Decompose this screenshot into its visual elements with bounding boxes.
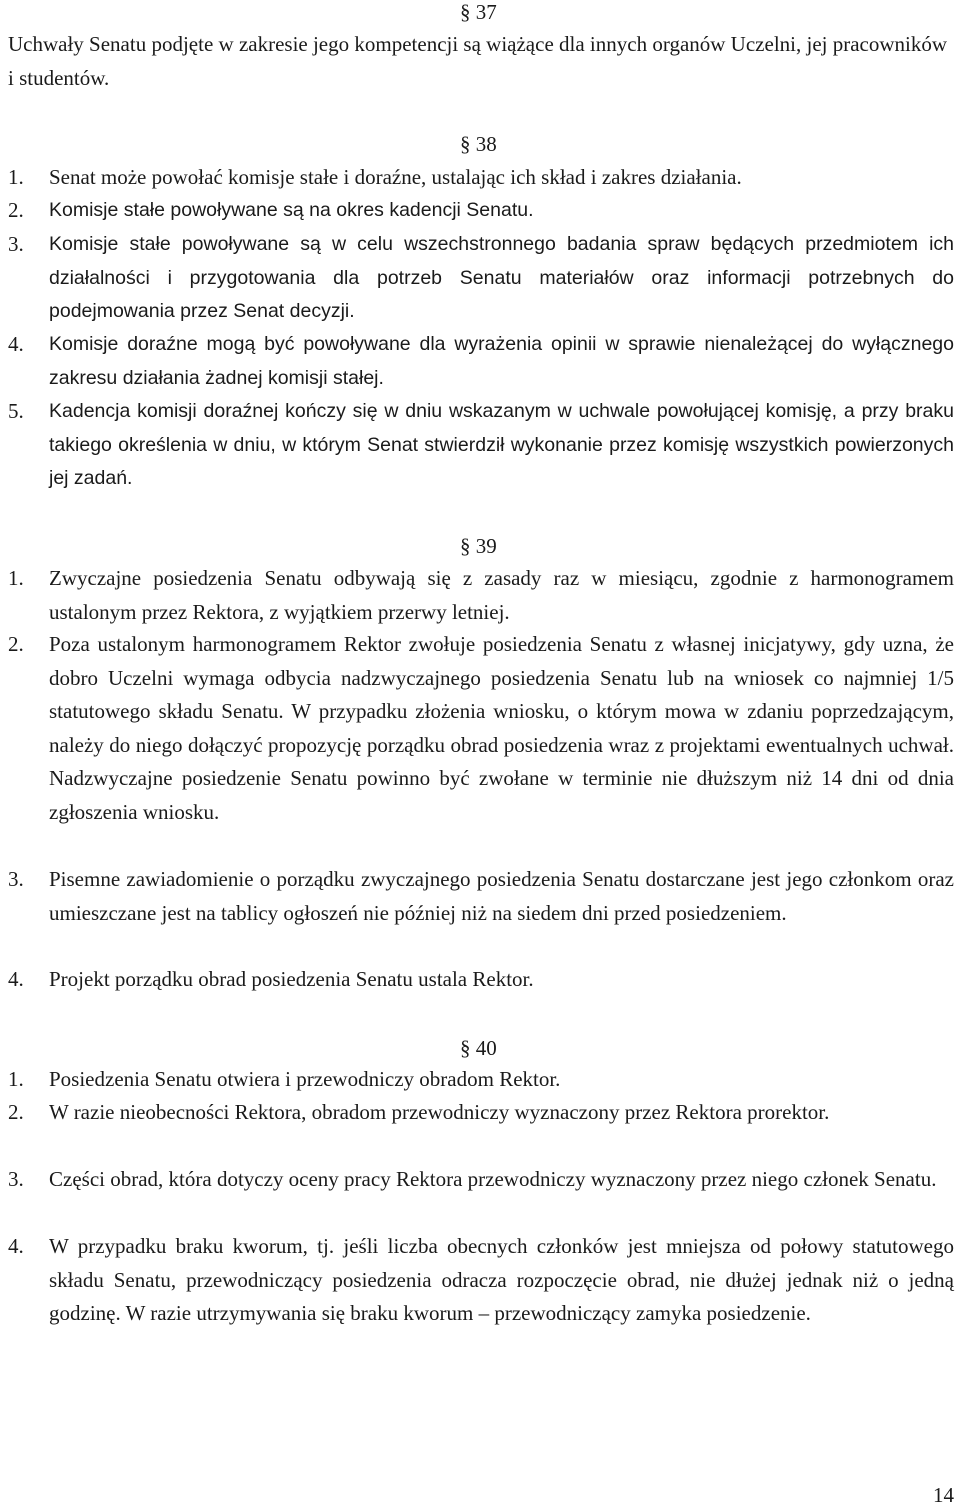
list-item bbox=[8, 863, 954, 930]
item-text: Komisje doraźne mogą być powoływane dla wyrażenia opinii w sprawie nienależącej do wyłącznego zakresu działania żadnej komisji stałej. bbox=[49, 333, 954, 389]
item-text: W przypadku braku kworum, tj. jeśli liczba obecnych członków jest mniejsza od połowy statutowego składu Senatu, przewodniczący posiedzenia odracza rozpoczęcie obrad, nie dłużej jednak niż o jedną godzinę. W razie utrzymywania się braku kworum – przewodniczący zamyka posiedzenie. bbox=[49, 1234, 954, 1325]
item-number: 4. bbox=[8, 967, 24, 991]
item-number: 1. bbox=[8, 165, 24, 189]
item-text: Części obrad, która dotyczy oceny pracy Rektora przewodniczy wyznaczony przez niego członek Senatu. bbox=[49, 1167, 937, 1191]
paragraph-37: Uchwały Senatu podjęte w zakresie jego kompetencji są wiążące dla innych organów Uczelni, jej pracowników i studentów. bbox=[8, 32, 948, 90]
item-text: Zwyczajne posiedzenia Senatu odbywają się z zasady raz w miesiącu, zgodnie z harmonogramem ustalonym przez Rektora, z wyjątkiem przerwy letniej. bbox=[49, 566, 954, 624]
section-heading-40: § 40 bbox=[460, 1036, 497, 1060]
list-item bbox=[8, 328, 954, 395]
list-item bbox=[8, 161, 954, 195]
section-heading-37: § 37 bbox=[460, 0, 497, 24]
item-number: 2. bbox=[8, 632, 24, 656]
item-text: Komisje stałe powoływane są w celu wszechstronnego badania spraw będących przedmiotem ich działalności i przygotowania dla potrzeb Senatu materiałów oraz informacji potrzebnych do podejmowania przez Senat decyzji. bbox=[49, 233, 954, 322]
item-number: 4. bbox=[8, 1234, 24, 1258]
list-item bbox=[8, 228, 954, 329]
list-item bbox=[8, 963, 954, 997]
item-number: 2. bbox=[8, 1100, 24, 1124]
list-item bbox=[8, 1063, 954, 1097]
item-number: 1. bbox=[8, 566, 24, 590]
item-text: Projekt porządku obrad posiedzenia Senatu ustala Rektor. bbox=[49, 967, 534, 991]
section-heading-38: § 38 bbox=[460, 132, 497, 156]
item-text: Poza ustalonym harmonogramem Rektor zwołuje posiedzenia Senatu z własnej inicjatywy, gdy uzna, że dobro Uczelni wymaga odbycia nadzwyczajnego posiedzenia Senatu lub na wniosek co najmniej 1/5 statutowego składu Senatu. W przypadku złożenia wniosku, o którym mowa w zdaniu poprzedzającym, należy do niego dołączyć propozycję porządku obrad posiedzenia wraz z projektami ewentualnych uchwał. Nadzwyczajne posiedzenie Senatu powinno być zwołane w terminie nie dłuższym niż 14 dni od dnia zgłoszenia wniosku. bbox=[49, 632, 954, 824]
item-text: Kadencja komisji doraźnej kończy się w dniu wskazanym w uchwale powołującej komisję, a przy braku takiego określenia w dniu, w którym Senat stwierdził wykonanie przez komisję wszystkich powierzonych jej zadań. bbox=[49, 400, 954, 489]
item-text: Komisje stałe powoływane są na okres kadencji Senatu. bbox=[49, 199, 534, 221]
page-number: 14 bbox=[933, 1483, 954, 1507]
item-number: 4. bbox=[8, 332, 24, 356]
item-text: Posiedzenia Senatu otwiera i przewodniczy obradom Rektor. bbox=[49, 1067, 561, 1091]
item-text: W razie nieobecności Rektora, obradom przewodniczy wyznaczony przez Rektora prorektor. bbox=[49, 1100, 830, 1124]
item-number: 3. bbox=[8, 232, 24, 256]
list-item bbox=[8, 395, 954, 496]
item-text: Pisemne zawiadomienie o porządku zwyczajnego posiedzenia Senatu dostarczane jest jego członkom oraz umieszczane jest na tablicy ogłoszeń nie później niż na siedem dni przed posiedzeniem. bbox=[49, 867, 954, 925]
item-number: 1. bbox=[8, 1067, 24, 1091]
list-item bbox=[8, 628, 954, 829]
list-item bbox=[8, 1230, 954, 1331]
item-number: 5. bbox=[8, 399, 24, 423]
item-number: 3. bbox=[8, 867, 24, 891]
item-number: 3. bbox=[8, 1167, 24, 1191]
list-item bbox=[8, 1096, 954, 1130]
item-number: 2. bbox=[8, 198, 24, 222]
list-item bbox=[8, 194, 954, 228]
item-text: Senat może powołać komisje stałe i doraźne, ustalając ich skład i zakres działania. bbox=[49, 165, 742, 189]
list-item bbox=[8, 1163, 954, 1197]
section-heading-39: § 39 bbox=[460, 534, 497, 558]
list-item bbox=[8, 562, 954, 629]
